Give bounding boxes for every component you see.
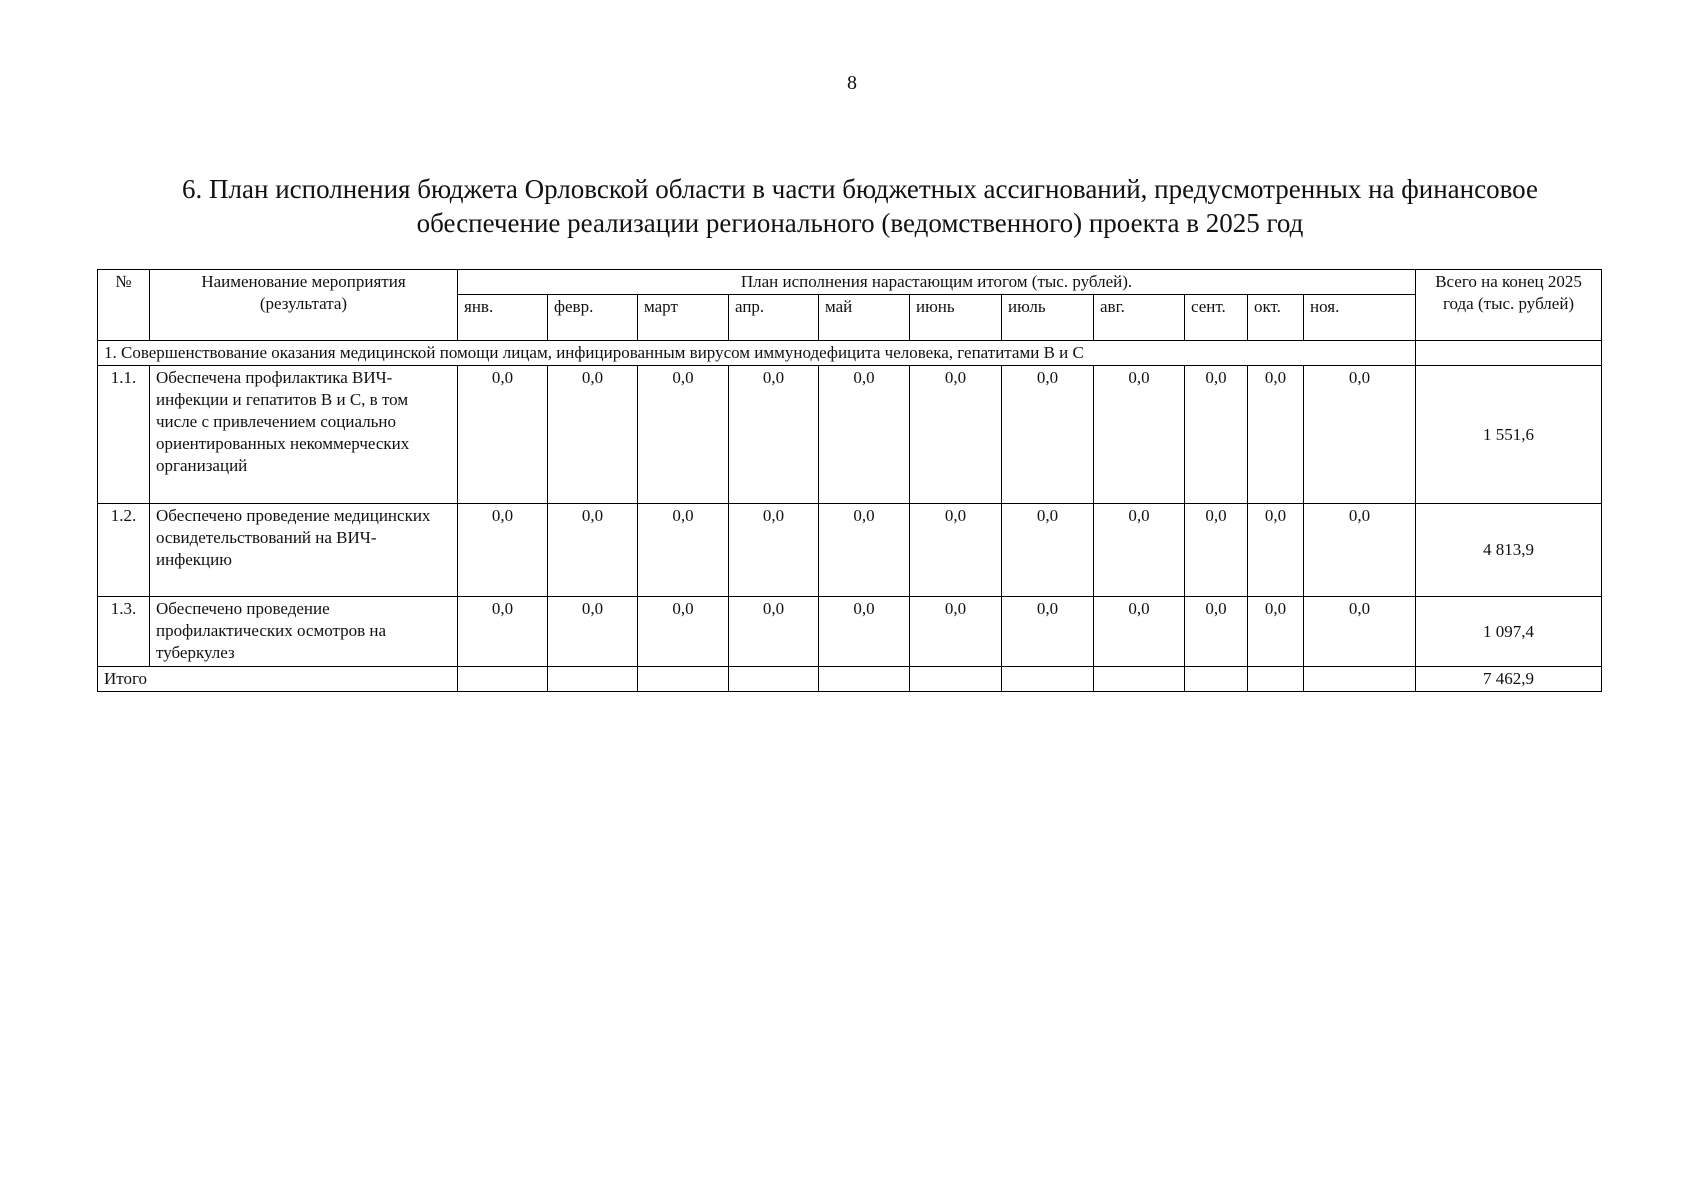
itogo-cell: [548, 667, 638, 692]
table-row: [98, 366, 1602, 504]
row-value: 0,0: [910, 597, 1002, 667]
header-month: июль: [1002, 295, 1094, 341]
row-value: 0,0: [1248, 504, 1304, 597]
row-total: 4 813,9: [1416, 504, 1602, 597]
row-value: 0,0: [548, 366, 638, 504]
itogo-cell: [1094, 667, 1185, 692]
row-value: 0,0: [458, 366, 548, 504]
itogo-row: [98, 667, 1602, 692]
table-row: [98, 504, 1602, 597]
itogo-cell: [1248, 667, 1304, 692]
header-row: [98, 270, 1602, 295]
row-value: 0,0: [638, 597, 729, 667]
row-value: 0,0: [1248, 597, 1304, 667]
page-number: 8: [847, 72, 857, 94]
row-value: 0,0: [1002, 504, 1094, 597]
row-name: Обеспечено проведение профилактических осмотров на туберкулез: [150, 597, 458, 667]
row-value: 0,0: [1002, 366, 1094, 504]
row-total: 1 551,6: [1416, 366, 1602, 504]
section-row: [98, 341, 1602, 366]
itogo-cell: [1185, 667, 1248, 692]
document-title: [140, 172, 1580, 240]
row-value: 0,0: [819, 504, 910, 597]
header-name: Наименование мероприятия (результата): [150, 270, 458, 341]
itogo-cell: [1304, 667, 1416, 692]
row-value: 0,0: [729, 597, 819, 667]
row-value: 0,0: [1094, 597, 1185, 667]
section-title: 1. Совершенствование оказания медицинской помощи лицам, инфицированным вирусом иммунодефицита человека, гепатитами В и С: [98, 341, 1416, 366]
title-line-2: обеспечение реализации регионального (ведомственного) проекта в 2025 год: [416, 208, 1304, 238]
header-month: февр.: [548, 295, 638, 341]
row-value: 0,0: [819, 366, 910, 504]
header-month: июнь: [910, 295, 1002, 341]
header-num: №: [98, 270, 150, 341]
row-value: 0,0: [910, 366, 1002, 504]
row-number: 1.3.: [98, 597, 150, 667]
row-name: Обеспечено проведение медицинских освидетельствований на ВИЧ-инфекцию: [150, 504, 458, 597]
header-month: сент.: [1185, 295, 1248, 341]
row-value: 0,0: [1304, 504, 1416, 597]
itogo-cell: [910, 667, 1002, 692]
header-month: апр.: [729, 295, 819, 341]
itogo-cell: [729, 667, 819, 692]
row-value: 0,0: [1304, 597, 1416, 667]
row-value: 0,0: [548, 504, 638, 597]
itogo-label: Итого: [98, 667, 458, 692]
itogo-cell: [638, 667, 729, 692]
row-number: 1.2.: [98, 504, 150, 597]
row-value: 0,0: [548, 597, 638, 667]
itogo-cell: [1002, 667, 1094, 692]
header-total: Всего на конец 2025 года (тыс. рублей): [1416, 270, 1602, 341]
itogo-cell: [819, 667, 910, 692]
header-month: март: [638, 295, 729, 341]
row-value: 0,0: [1185, 504, 1248, 597]
row-value: 0,0: [910, 504, 1002, 597]
row-value: 0,0: [458, 504, 548, 597]
itogo-total: 7 462,9: [1416, 667, 1602, 692]
row-value: 0,0: [638, 504, 729, 597]
row-value: 0,0: [1094, 504, 1185, 597]
row-value: 0,0: [1304, 366, 1416, 504]
row-total: 1 097,4: [1416, 597, 1602, 667]
header-month: май: [819, 295, 910, 341]
section-total-empty: [1416, 341, 1602, 366]
budget-plan-table: [97, 269, 1602, 692]
itogo-cell: [458, 667, 548, 692]
row-name: Обеспечена профилактика ВИЧ-инфекции и гепатитов В и С, в том числе с привлечением социально ориентированных некоммерческих организаций: [150, 366, 458, 504]
table-row: [98, 597, 1602, 667]
row-value: 0,0: [458, 597, 548, 667]
row-value: 0,0: [1248, 366, 1304, 504]
row-value: 0,0: [729, 366, 819, 504]
title-line-1: 6. План исполнения бюджета Орловской области в части бюджетных ассигнований, предусмотренных на финансовое: [182, 174, 1538, 204]
header-month: ноя.: [1304, 295, 1416, 341]
header-month: янв.: [458, 295, 548, 341]
row-value: 0,0: [1185, 597, 1248, 667]
header-month: окт.: [1248, 295, 1304, 341]
row-value: 0,0: [819, 597, 910, 667]
row-value: 0,0: [1094, 366, 1185, 504]
header-month: авг.: [1094, 295, 1185, 341]
row-value: 0,0: [638, 366, 729, 504]
row-number: 1.1.: [98, 366, 150, 504]
row-value: 0,0: [1185, 366, 1248, 504]
row-value: 0,0: [729, 504, 819, 597]
row-value: 0,0: [1002, 597, 1094, 667]
header-plan-group: План исполнения нарастающим итогом (тыс. рублей).: [458, 270, 1416, 295]
